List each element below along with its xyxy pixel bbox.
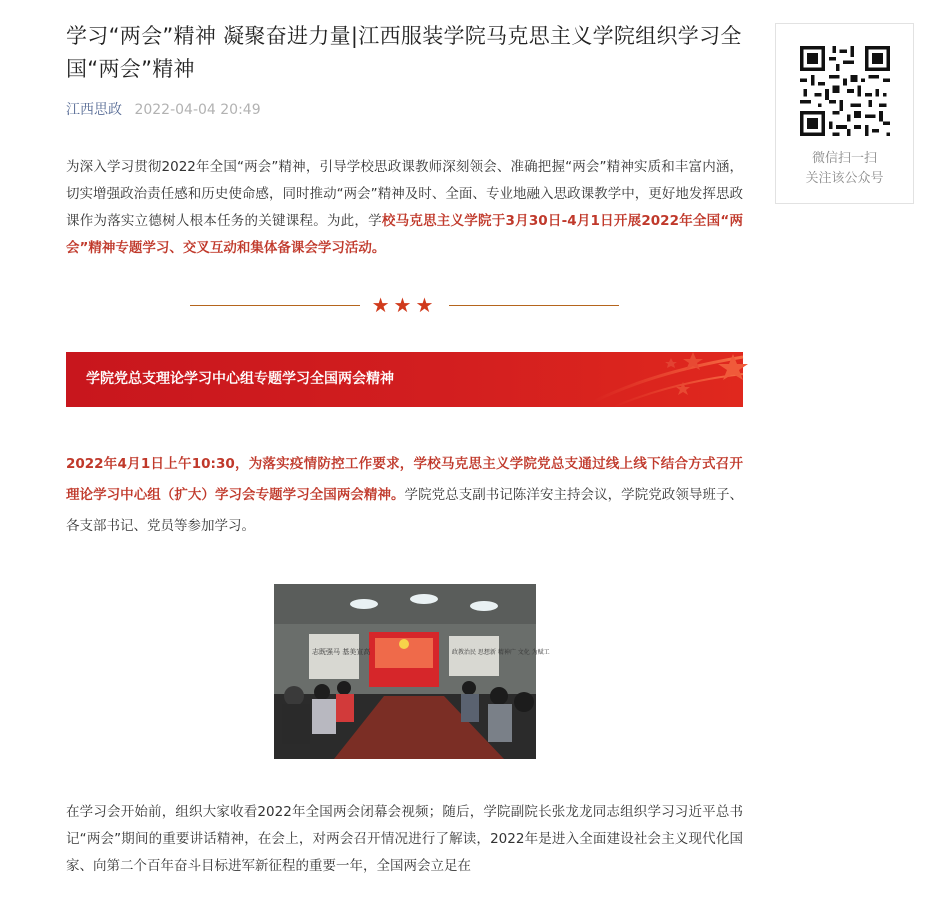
qr-follow-panel [775, 23, 914, 204]
section-divider [66, 290, 743, 320]
photo-wall-text-right: 政教治民 思想新 精神广 文化 为赋工 [451, 649, 550, 656]
article-title: 学习“两会”精神 凝聚奋进力量|江西服装学院马克思主义学院组织学习全国“两会”精神 [66, 24, 742, 81]
article [66, 20, 743, 880]
meeting-photo [274, 584, 550, 759]
meeting-photo-image [274, 584, 550, 759]
section-banner [66, 352, 743, 407]
photo-wall-text-left: 志既强马 基美宣高 [311, 648, 370, 656]
meeting-text: 学院党总支副书记陈洋安主持会议，学院党政领导班子、各支部书记、党员等参加学习。 [66, 487, 744, 534]
qr-caption-line2: 关注该公众号 [805, 171, 884, 186]
divider-line-right [449, 305, 619, 306]
publish-date: 2022-04-04 20:49 [134, 102, 261, 118]
article-meta [66, 100, 743, 120]
intro-highlight: 校马克思主义学院于3月30日-4月1日开展2022年全国“两会”精神专题学习、交叉互动和集体备课会学习活动。 [66, 213, 743, 256]
qr-code-icon[interactable] [800, 46, 890, 136]
meeting-paragraph [66, 449, 743, 542]
intro-paragraph [66, 154, 743, 262]
divider-line-left [190, 305, 360, 306]
banner-title: 学院党总支理论学习中心组专题学习全国两会精神 [86, 371, 394, 387]
meeting-highlight: 2022年4月1日上午10:30，为落实疫情防控工作要求，学校马克思主义学院党总支通过线上线下结合方式召开理论学习中心组（扩大）学习会专题学习全国两会精神。 [66, 456, 743, 503]
author-link[interactable]: 江西思政 [66, 102, 122, 118]
star-icons: ★★★ [371, 293, 438, 317]
study-paragraph: 在学习会开始前，组织大家收看2022年全国两会闭幕会视频；随后，学院副院长张龙龙同志组织学习习近平总书记“两会”期间的重要讲话精神，在会上，对两会召开情况进行了解读，2022年是进入全面建设社会主义现代化国家、向第二个百年奋斗目标进军新征程的重要一年，全国两会立足在 [66, 804, 743, 874]
intro-text: 为深入学习贯彻2022年全国“两会”精神，引导学校思政课教师深刻领会、准确把握“两会”精神实质和丰富内涵，切实增强政治责任感和历史使命感，同时推动“两会”精神及时、全面、专业地融入思政课教学中，更好地发挥思政课作为落实立德树人根本任务的关键课程。为此，学 [66, 159, 743, 229]
qr-caption [776, 149, 913, 189]
banner-stars-decoration [583, 352, 743, 407]
qr-caption-line1: 微信扫一扫 [811, 151, 877, 166]
